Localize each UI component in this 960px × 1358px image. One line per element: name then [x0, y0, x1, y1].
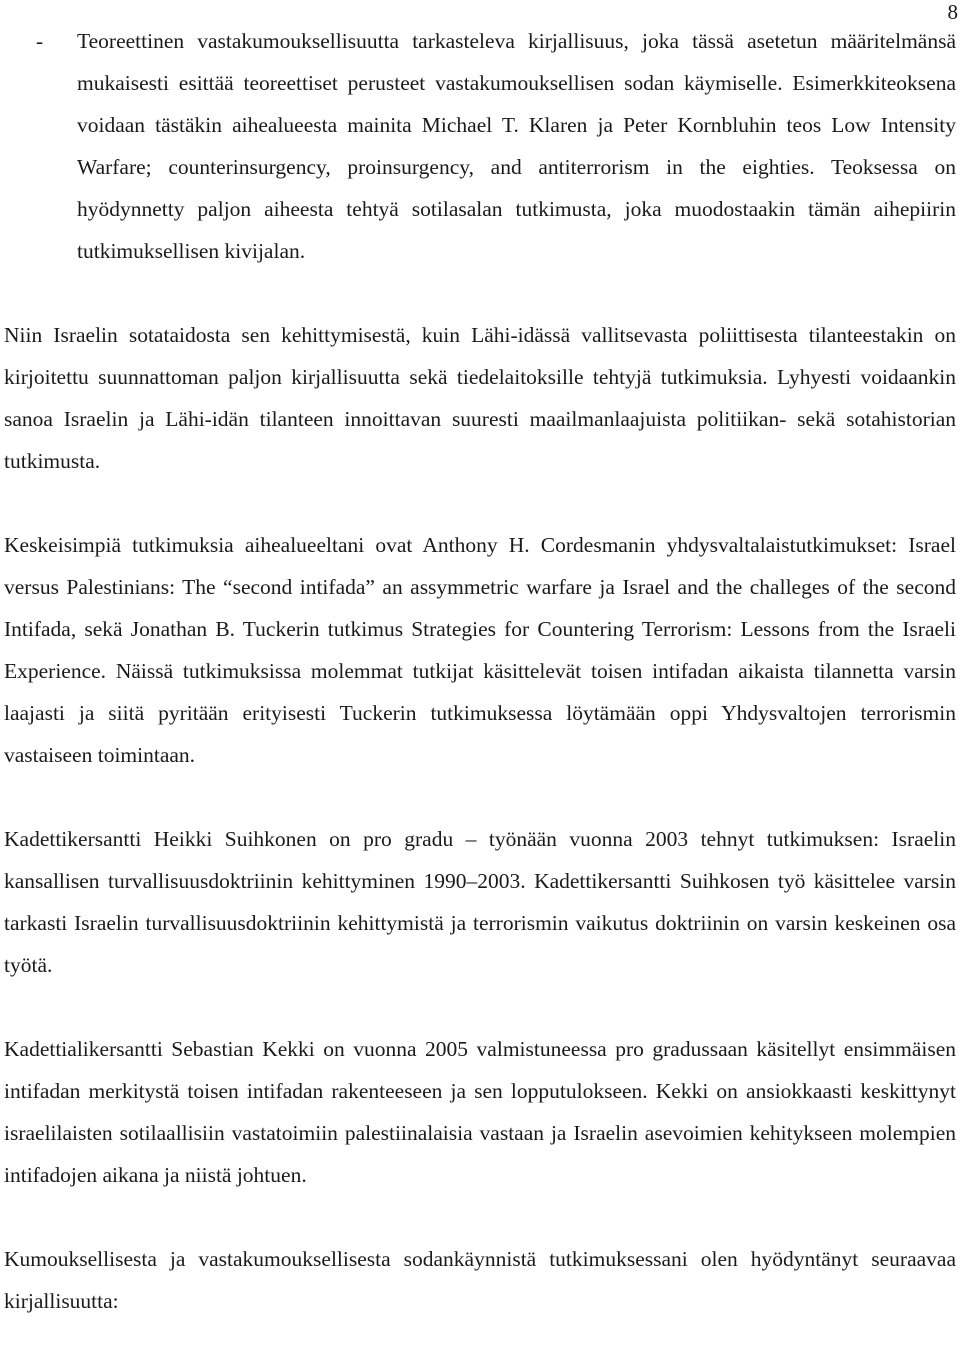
paragraph-literature-intro: Kumouksellisesta ja vastakumouksellisesta sodankäynnistä tutkimuksessani olen hyödyntänyt seuraavaa kirjallisuutta:: [4, 1247, 956, 1313]
list-item: [4, 20, 956, 272]
list-dash: -: [36, 29, 44, 53]
paragraph-research-overview: Niin Israelin sotataidosta sen kehittymisestä, kuin Lähi-idässä vallitsevasta poliittisesta tilanteestakin on kirjoitettu suunnattoman paljon kirjallisuutta sekä tiedelaitoksille tehtyjä tutkimuksia. Lyhyesti voidaankin sanoa Israelin ja Lähi-idän tilanteen innoittavan suuresti maailmanlaajuista politiikan- sekä sotahistorian tutkimusta.: [4, 323, 956, 473]
paragraph-suihkonen: Kadettikersantti Heikki Suihkonen on pro gradu – työnään vuonna 2003 tehnyt tutkimuksen: Israelin kansallisen turvallisuusdoktriinin kehittyminen 1990–2003. Kadettikersantti Suihkosen työ käsittelee varsin tarkasti Israelin turvallisuusdoktriinin kehittymistä ja terrorismin vaikutus doktriinin on varsin keskeinen osa työtä.: [4, 827, 956, 977]
paragraph-key-studies: Keskeisimpiä tutkimuksia aihealueeltani ovat Anthony H. Cordesmanin yhdysvaltalaistutkimukset: Israel versus Palestinians: The “second intifada” an assymmetric warfare ja Israel and the challeges of the second Intifada, sekä Jonathan B. Tuckerin tutkimus Strategies for Countering Terrorism: Lessons from the Israeli Experience. Näissä tutkimuksissa molemmat tutkijat käsittelevät toisen intifadan aikaista tilannetta varsin laajasti ja siitä pyritään erityisesti Tuckerin tutkimuksessa löytämään oppi Yhdysvaltojen terrorismin vastaiseen toimintaan.: [4, 533, 956, 767]
paragraph-kekki: Kadettialikersantti Sebastian Kekki on vuonna 2005 valmistuneessa pro gradussaan käsitellyt ensimmäisen intifadan merkitystä toisen intifadan rakenteeseen ja sen lopputulokseen. Kekki on ansiokkaasti keskittynyt israelilaisten sotilaallisiin vastatoimiin palestiinalaisia vastaan ja Israelin asevoimien kehitykseen molempien intifadojen aikana ja niistä johtuen.: [4, 1037, 956, 1187]
document-body: [4, 20, 956, 1322]
list-item-text: Teoreettinen vastakumouksellisuutta tarkasteleva kirjallisuus, joka tässä asetetun määritelmänsä mukaisesti esittää teoreettiset perusteet vastakumouksellisen sodan käymiselle. Esimerkkiteoksena voidaan tästäkin aihealueesta mainita Michael T. Klaren ja Peter Kornbluhin teos Low Intensity Warfare; counterinsurgency, proinsurgency, and antiterrorism in the eighties. Teoksessa on hyödynnetty paljon aiheesta tehtyä sotilasalan tutkimusta, joka muodostaakin tämän aihepiirin tutkimuksellisen kivijalan.: [77, 29, 956, 263]
page-number: 8: [947, 0, 958, 24]
